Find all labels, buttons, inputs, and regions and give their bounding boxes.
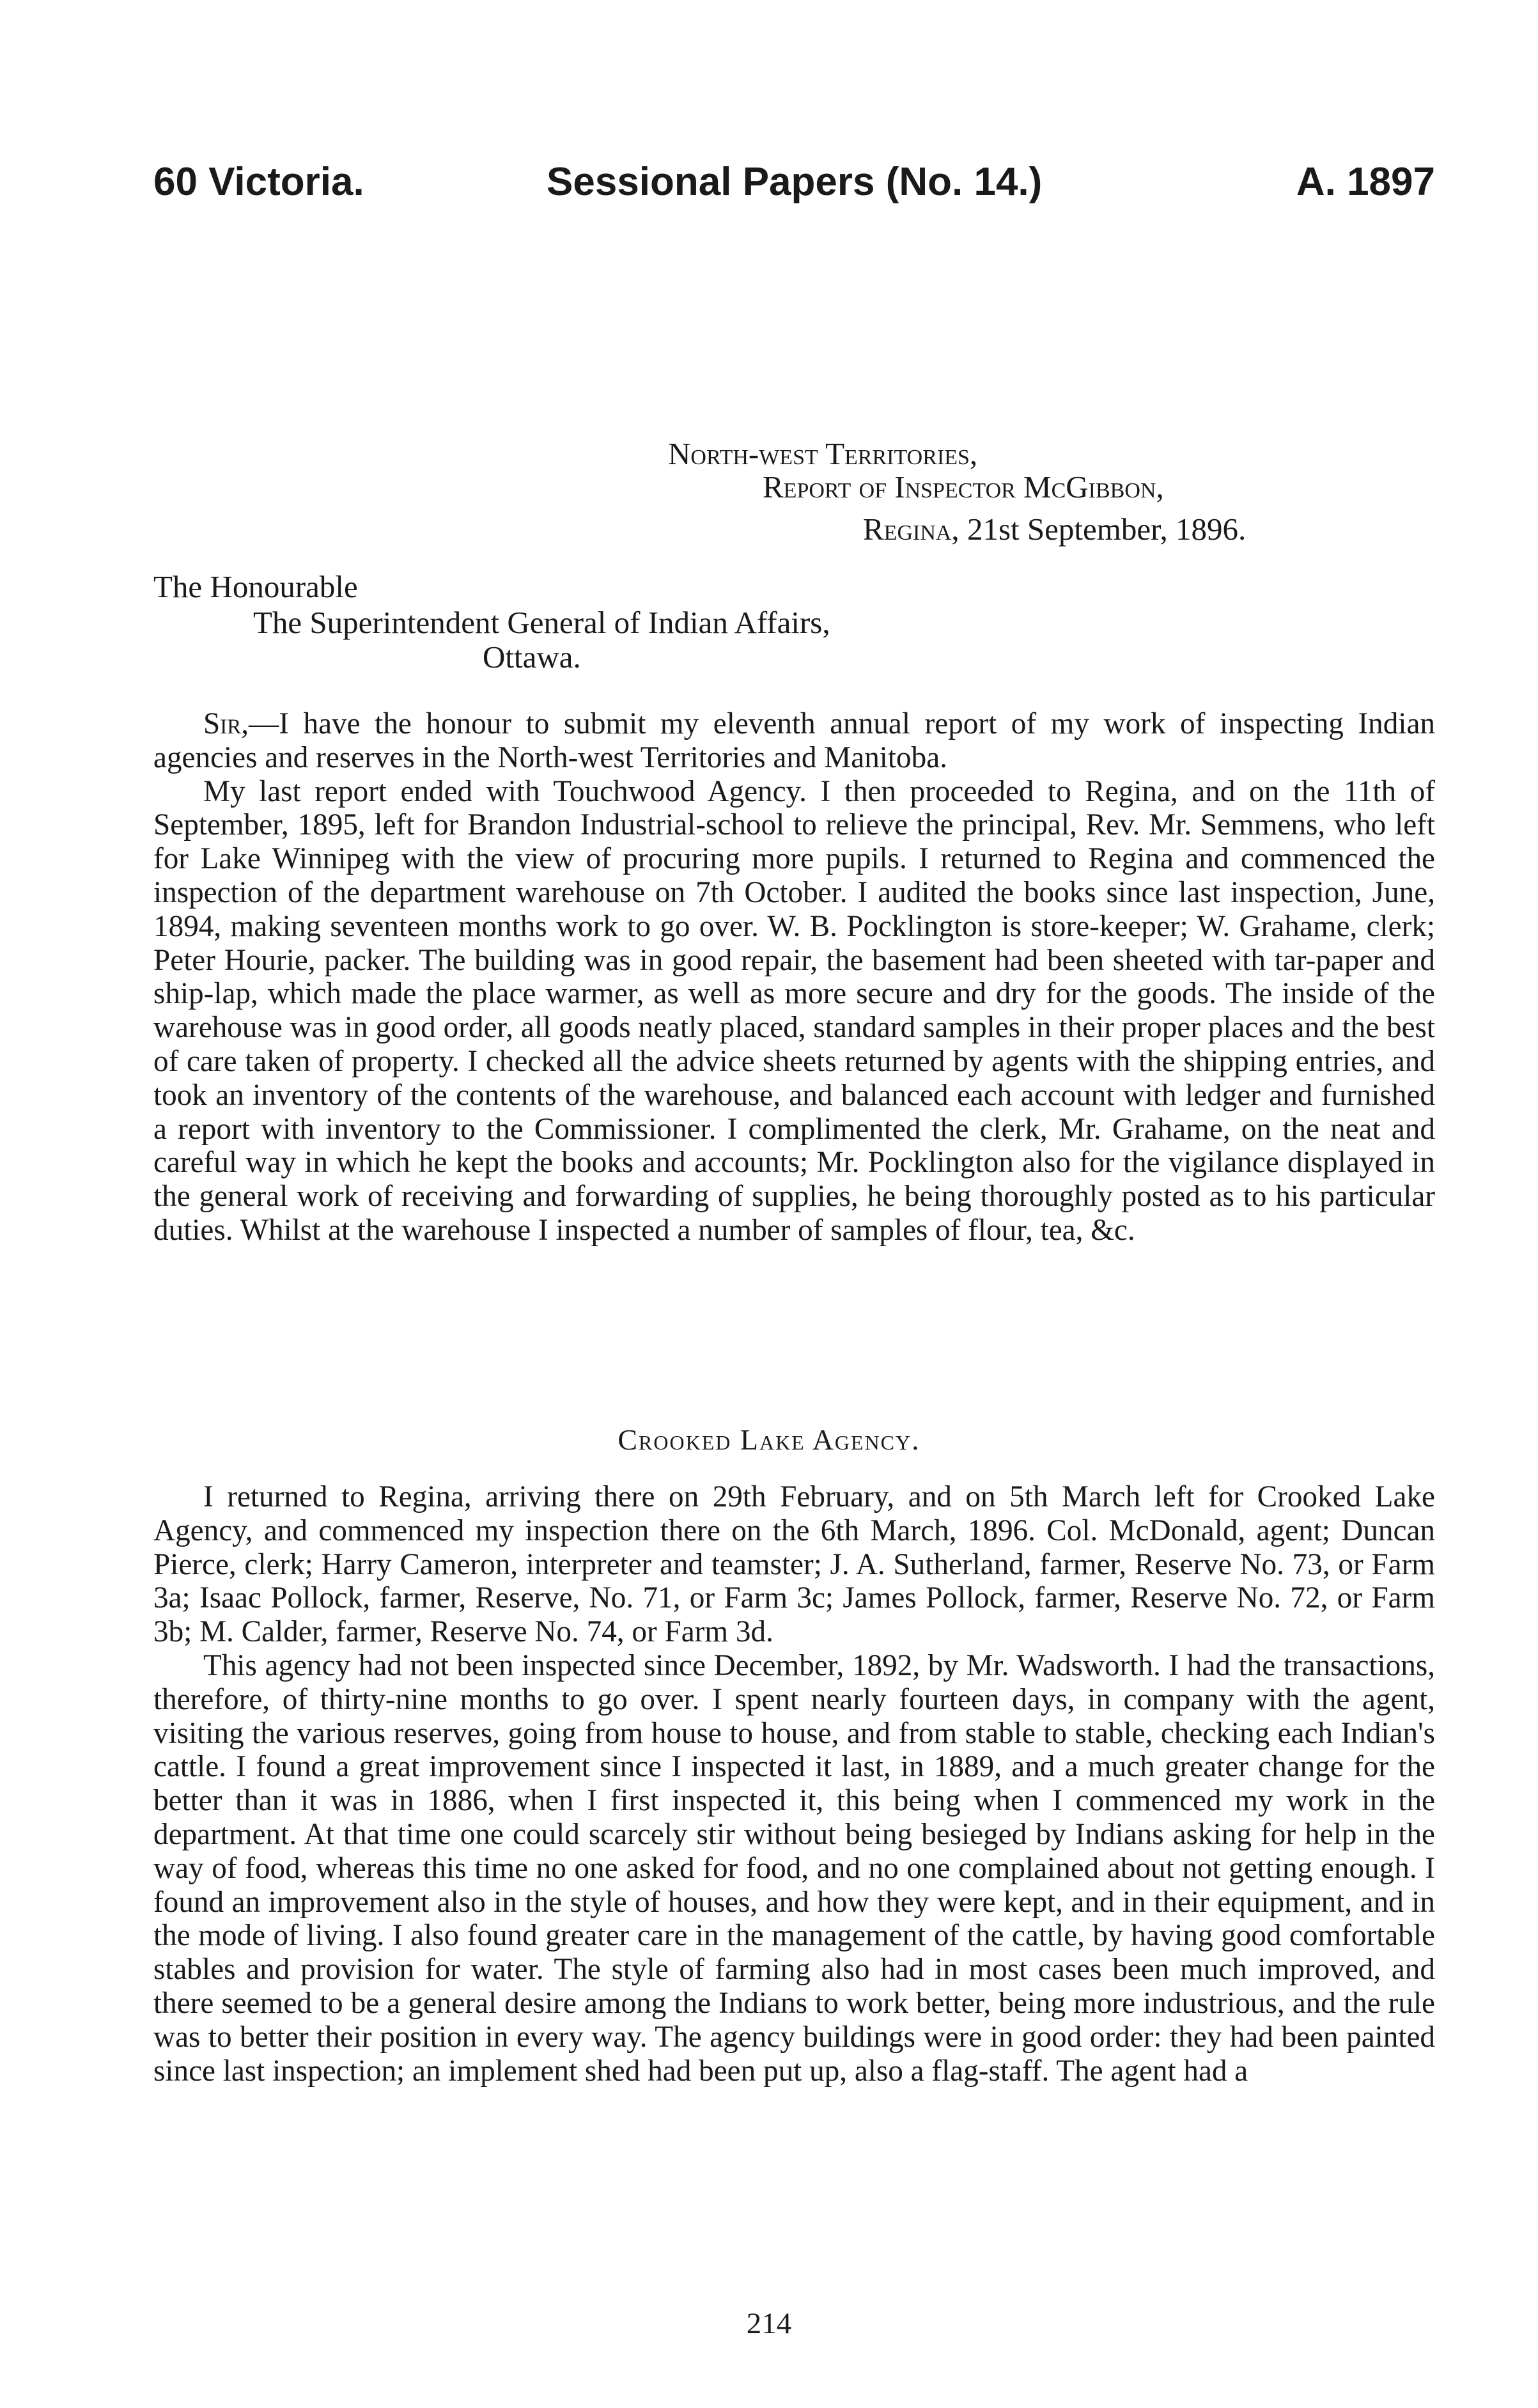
section-paragraph-1: I returned to Regina, arriving there on 29th February, and on 5th March left for Crooked Lake Agency, and commenced my inspection there on the 6th March, 1896. Col. McDonald, agent; Duncan Pierce, clerk; Harry Cameron, interpreter and teamster; J. A. Sutherland, farmer, Reserve No. 73, or Farm 3a; Isaac Pollock, farmer, Reserve, No. 71, or Farm 3c; James Pollock, farmer, Reserve No. 72, or Farm 3b; M. Calder, farmer, Reserve No. 74, or Farm 3d. [153, 1480, 1435, 1649]
header-publication: Sessional Papers (No. 14.) [547, 160, 1043, 204]
address-line-place-date [863, 510, 1246, 549]
recipient-honorific: The Honourable [153, 569, 358, 604]
address-date: 21st September, 1896. [959, 512, 1247, 547]
running-header [153, 153, 1435, 211]
letter-paragraph-2: My last report ended with Touchwood Agency. I then proceeded to Regina, and on the 11th of September, 1895, left for Brandon Industrial-school to relieve the principal, Rev. Mr. Semmens, who left for Lake Winnipeg with the view of procuring more pupils. I returned to Regina and commenced the inspection of the department warehouse on 7th October. I audited the books since last inspection, June, 1894, making seventeen months work to go over. W. B. Pocklington is store-keeper; W. Grahame, clerk; Peter Hourie, packer. The building was in good repair, the basement had been sheeted with tar-paper and ship-lap, which made the place warmer, as well as more secure and dry for the goods. The inside of the warehouse was in good order, all goods neatly placed, standard samples in their proper places and the best of care taken of property. I checked all the advice sheets returned by agents with the shipping entries, and took an inventory of the contents of the warehouse, and balanced each account with ledger and furnished a report with inventory to the Commissioner. I complimented the clerk, Mr. Grahame, on the neat and careful way in which he kept the books and accounts; Mr. Pocklington also for the vigilance displayed in the general work of receiving and forwarding of supplies, he being thoroughly posted as to his particular duties. Whilst at the warehouse I inspected a number of samples of flour, tea, &c. [153, 774, 1435, 1247]
section-heading: Crooked Lake Agency. [618, 1423, 920, 1456]
recipient-city: Ottawa. [483, 639, 581, 675]
letter-body [153, 707, 1435, 1384]
address-line-territories: North-west Territories, [668, 436, 978, 471]
letter-paragraph-1 [153, 707, 1435, 775]
section-body [153, 1480, 1435, 2299]
section-paragraph-2: This agency had not been inspected since December, 1892, by Mr. Wadsworth. I had the transactions, therefore, of thirty-nine months to go over. I spent nearly fourteen days, in company with the agent, visiting the various reserves, going from house to house, and from stable to stable, checking each Indian's cattle. I found a great improvement since I inspected it last, in 1889, and a much greater change for the better than it was in 1886, when I first inspected it, this being when I commenced my work in the department. At that time one could scarcely stir without being besieged by Indians asking for help in the way of food, whereas this time no one asked for food, and no one complained about not getting enough. I found an improvement also in the style of houses, and how they were kept, and in their equipment, and in the mode of living. I also found greater care in the management of the cattle, by having good comfortable stables and provision for water. The style of farming also had in most cases been much improved, and there seemed to be a general desire among the Indians to work better, being more industrious, and the rule was to better their position in every way. The agency buildings were in good order: they had been painted since last inspection; an implement shed had been put up, also a flag-staff. The agent had a [153, 1648, 1435, 2088]
salutation: Sir, [203, 707, 249, 740]
address-line-report: Report of Inspector McGibbon, [763, 469, 1164, 504]
address-place: Regina, [863, 512, 959, 547]
letter-paragraph-1-text: —I have the honour to submit my eleventh annual report of my work of inspecting Indian agencies and reserves in the North-west Territories and Manitoba. [153, 707, 1435, 774]
header-session: 60 Victoria. [153, 160, 364, 204]
page-number: 214 [746, 2307, 792, 2340]
recipient-title: The Superintendent General of Indian Affairs, [253, 605, 830, 640]
header-year: A. 1897 [1296, 160, 1435, 204]
